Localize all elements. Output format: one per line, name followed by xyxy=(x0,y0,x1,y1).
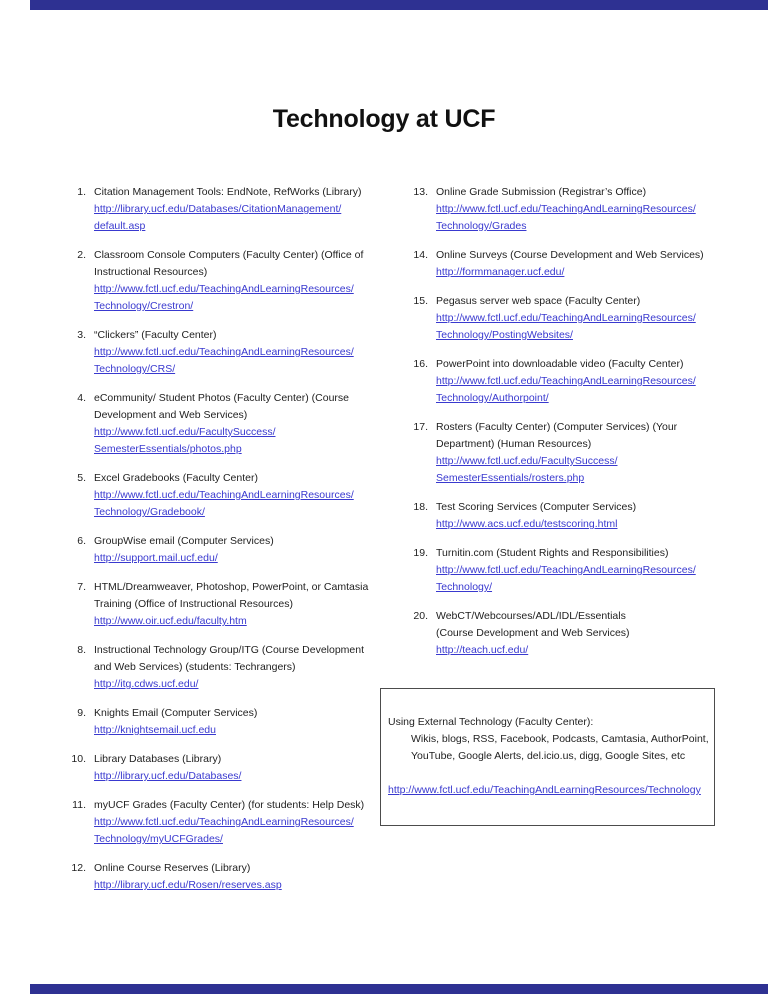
item-number: 15. xyxy=(413,295,428,307)
item-link-line[interactable]: http://support.mail.ucf.edu/ xyxy=(94,552,218,564)
item-number: 12. xyxy=(71,862,86,874)
item-number: 9. xyxy=(77,707,86,719)
list-item-1 xyxy=(56,184,398,235)
item-text-line: eCommunity/ Student Photos (Faculty Center) (Course xyxy=(94,392,350,404)
external-technology-link[interactable]: http://www.fctl.ucf.edu/TeachingAndLearningResources/Technology xyxy=(388,784,701,796)
list-item-10 xyxy=(56,751,398,785)
item-link-line[interactable]: http://www.acs.ucf.edu/testscoring.html xyxy=(436,518,618,530)
item-text-line: Knights Email (Computer Services) xyxy=(94,707,258,719)
item-text-line: Excel Gradebooks (Faculty Center) xyxy=(94,472,258,484)
list-item-6 xyxy=(56,533,398,567)
item-link-line[interactable]: http://www.fctl.ucf.edu/FacultySuccess/ xyxy=(94,426,276,438)
item-number: 10. xyxy=(71,753,86,765)
item-body xyxy=(94,797,364,848)
item-link-line[interactable]: Technology/PostingWebsites/ xyxy=(436,329,573,341)
item-number: 18. xyxy=(413,501,428,513)
item-link-line[interactable]: Technology/Authorpoint/ xyxy=(436,392,549,404)
list-item-15 xyxy=(398,293,728,344)
resource-list-left xyxy=(56,184,398,906)
item-number: 11. xyxy=(72,799,86,811)
item-link-line[interactable]: http://www.fctl.ucf.edu/TeachingAndLearningResources/ xyxy=(94,346,354,358)
item-text-line: Citation Management Tools: EndNote, RefWorks (Library) xyxy=(94,186,362,198)
list-item-4 xyxy=(56,390,398,458)
list-item-7 xyxy=(56,579,398,630)
item-link-line[interactable]: Technology/Gradebook/ xyxy=(94,506,205,518)
item-text-line: myUCF Grades (Faculty Center) (for students: Help Desk) xyxy=(94,799,365,811)
item-text-line: Classroom Console Computers (Faculty Center) (Office of xyxy=(94,249,364,261)
item-link-line[interactable]: Technology/ xyxy=(436,581,493,593)
item-number: 2. xyxy=(77,249,86,261)
item-text-line: GroupWise email (Computer Services) xyxy=(94,535,274,547)
item-number: 6. xyxy=(77,535,86,547)
resource-list-right xyxy=(398,184,728,659)
right-column xyxy=(388,184,728,826)
item-number: 14. xyxy=(413,249,428,261)
item-number: 8. xyxy=(77,644,86,656)
item-text-line: Online Grade Submission (Registrar’s Office) xyxy=(436,186,647,198)
list-item-5 xyxy=(56,470,398,521)
external-technology-box xyxy=(380,688,715,826)
item-link-line[interactable]: Technology/Grades xyxy=(436,220,527,232)
list-item-17 xyxy=(398,419,728,487)
item-link-line[interactable]: http://www.fctl.ucf.edu/TeachingAndLearningResources/ xyxy=(94,283,354,295)
item-body xyxy=(436,247,704,281)
item-number: 17. xyxy=(413,421,428,433)
item-link-line[interactable]: Technology/CRS/ xyxy=(94,363,176,375)
item-body xyxy=(94,470,354,521)
list-item-18 xyxy=(398,499,728,533)
item-number: 13. xyxy=(413,186,428,198)
item-body xyxy=(94,184,361,235)
list-item-14 xyxy=(398,247,728,281)
item-link-line[interactable]: http://www.fctl.ucf.edu/TeachingAndLearningResources/ xyxy=(94,489,354,501)
item-number: 19. xyxy=(413,547,428,559)
item-text-line: Department) (Human Resources) xyxy=(436,438,592,450)
item-text-line: Test Scoring Services (Computer Services) xyxy=(436,501,637,513)
item-text-line: PowerPoint into downloadable video (Faculty Center) xyxy=(436,358,684,370)
item-text-line: Instructional Technology Group/ITG (Course Development xyxy=(94,644,365,656)
item-link-line[interactable]: http://www.fctl.ucf.edu/TeachingAndLearningResources/ xyxy=(436,375,696,387)
page-edge-bar-bottom xyxy=(30,984,768,994)
item-body xyxy=(436,293,696,344)
item-link-line[interactable]: http://www.fctl.ucf.edu/TeachingAndLearningResources/ xyxy=(436,564,696,576)
item-number: 5. xyxy=(77,472,86,484)
page-title: Technology at UCF xyxy=(272,105,496,133)
item-body xyxy=(94,642,364,693)
item-link-line[interactable]: SemesterEssentials/photos.php xyxy=(94,443,242,455)
page-edge-bar-top xyxy=(30,0,768,10)
item-link-line[interactable]: Technology/myUCFGrades/ xyxy=(94,833,223,845)
item-text-line: and Web Services) (students: Techrangers) xyxy=(94,661,296,673)
item-text-line: “Clickers” (Faculty Center) xyxy=(94,329,217,341)
item-text-line: Turnitin.com (Student Rights and Responsibilities) xyxy=(436,547,669,559)
list-item-2 xyxy=(56,247,398,315)
item-body xyxy=(436,419,677,487)
item-link-line[interactable]: http://library.ucf.edu/Databases/CitationManagement/ xyxy=(94,203,342,215)
item-body xyxy=(436,356,696,407)
item-text-line: Online Course Reserves (Library) xyxy=(94,862,251,874)
item-body xyxy=(94,390,349,458)
external-box-detail-line: YouTube, Google Alerts, del.icio.us, digg, Google Sites, etc xyxy=(411,750,686,762)
item-number: 20. xyxy=(413,610,428,622)
item-link-line[interactable]: http://www.fctl.ucf.edu/TeachingAndLearningResources/ xyxy=(436,312,696,324)
item-link-line[interactable]: SemesterEssentials/rosters.php xyxy=(436,472,585,484)
item-number: 16. xyxy=(413,358,428,370)
item-body xyxy=(94,247,363,315)
list-item-9 xyxy=(56,705,398,739)
item-link-line[interactable]: http://www.fctl.ucf.edu/FacultySuccess/ xyxy=(436,455,618,467)
item-link-line[interactable]: http://www.fctl.ucf.edu/TeachingAndLearningResources/ xyxy=(94,816,354,828)
item-number: 3. xyxy=(77,329,86,341)
item-text-line: Training (Office of Instructional Resources) xyxy=(94,598,293,610)
item-body xyxy=(94,705,257,739)
item-link-line[interactable]: http://library.ucf.edu/Rosen/reserves.asp xyxy=(94,879,282,891)
item-link-line[interactable]: http://library.ucf.edu/Databases/ xyxy=(94,770,242,782)
item-link-line[interactable]: http://www.oir.ucf.edu/faculty.htm xyxy=(94,615,247,627)
item-body xyxy=(436,608,630,659)
item-body xyxy=(94,533,274,567)
item-link-line[interactable]: default.asp xyxy=(94,220,146,232)
item-body xyxy=(436,499,636,533)
item-text-line: Pegasus server web space (Faculty Center) xyxy=(436,295,641,307)
item-link-line[interactable]: http://teach.ucf.edu/ xyxy=(436,644,529,656)
item-body xyxy=(94,860,282,894)
external-box-title: Using External Technology (Faculty Center): xyxy=(388,716,594,728)
list-item-20 xyxy=(398,608,728,659)
list-item-16 xyxy=(398,356,728,407)
item-text-line: Online Surveys (Course Development and Web Services) xyxy=(436,249,704,261)
list-item-19 xyxy=(398,545,728,596)
item-text-line: Instructional Resources) xyxy=(94,266,208,278)
list-item-13 xyxy=(398,184,728,235)
item-text-line: WebCT/Webcourses/ADL/IDL/Essentials xyxy=(436,610,626,622)
item-body xyxy=(94,751,241,785)
external-box-detail-line: Wikis, blogs, RSS, Facebook, Podcasts, Camtasia, AuthorPoint, xyxy=(411,733,709,745)
item-link-line[interactable]: http://itg.cdws.ucf.edu/ xyxy=(94,678,199,690)
item-number: 1. xyxy=(77,186,86,198)
item-link-line[interactable]: http://knightsemail.ucf.edu xyxy=(94,724,216,736)
list-item-12 xyxy=(56,860,398,894)
item-link-line[interactable]: http://www.fctl.ucf.edu/TeachingAndLearningResources/ xyxy=(436,203,696,215)
item-link-line[interactable]: http://formmanager.ucf.edu/ xyxy=(436,266,565,278)
item-body xyxy=(436,184,696,235)
item-text-line: Library Databases (Library) xyxy=(94,753,222,765)
item-body xyxy=(436,545,696,596)
item-body xyxy=(94,327,354,378)
item-text-line: (Course Development and Web Services) xyxy=(436,627,630,639)
item-number: 7. xyxy=(77,581,86,593)
item-text-line: Rosters (Faculty Center) (Computer Services) (Your xyxy=(436,421,678,433)
list-item-3 xyxy=(56,327,398,378)
item-link-line[interactable]: Technology/Crestron/ xyxy=(94,300,194,312)
list-item-8 xyxy=(56,642,398,693)
list-item-11 xyxy=(56,797,398,848)
item-text-line: HTML/Dreamweaver, Photoshop, PowerPoint, or Camtasia xyxy=(94,581,369,593)
item-body xyxy=(94,579,368,630)
item-number: 4. xyxy=(77,392,86,404)
item-text-line: Development and Web Services) xyxy=(94,409,248,421)
